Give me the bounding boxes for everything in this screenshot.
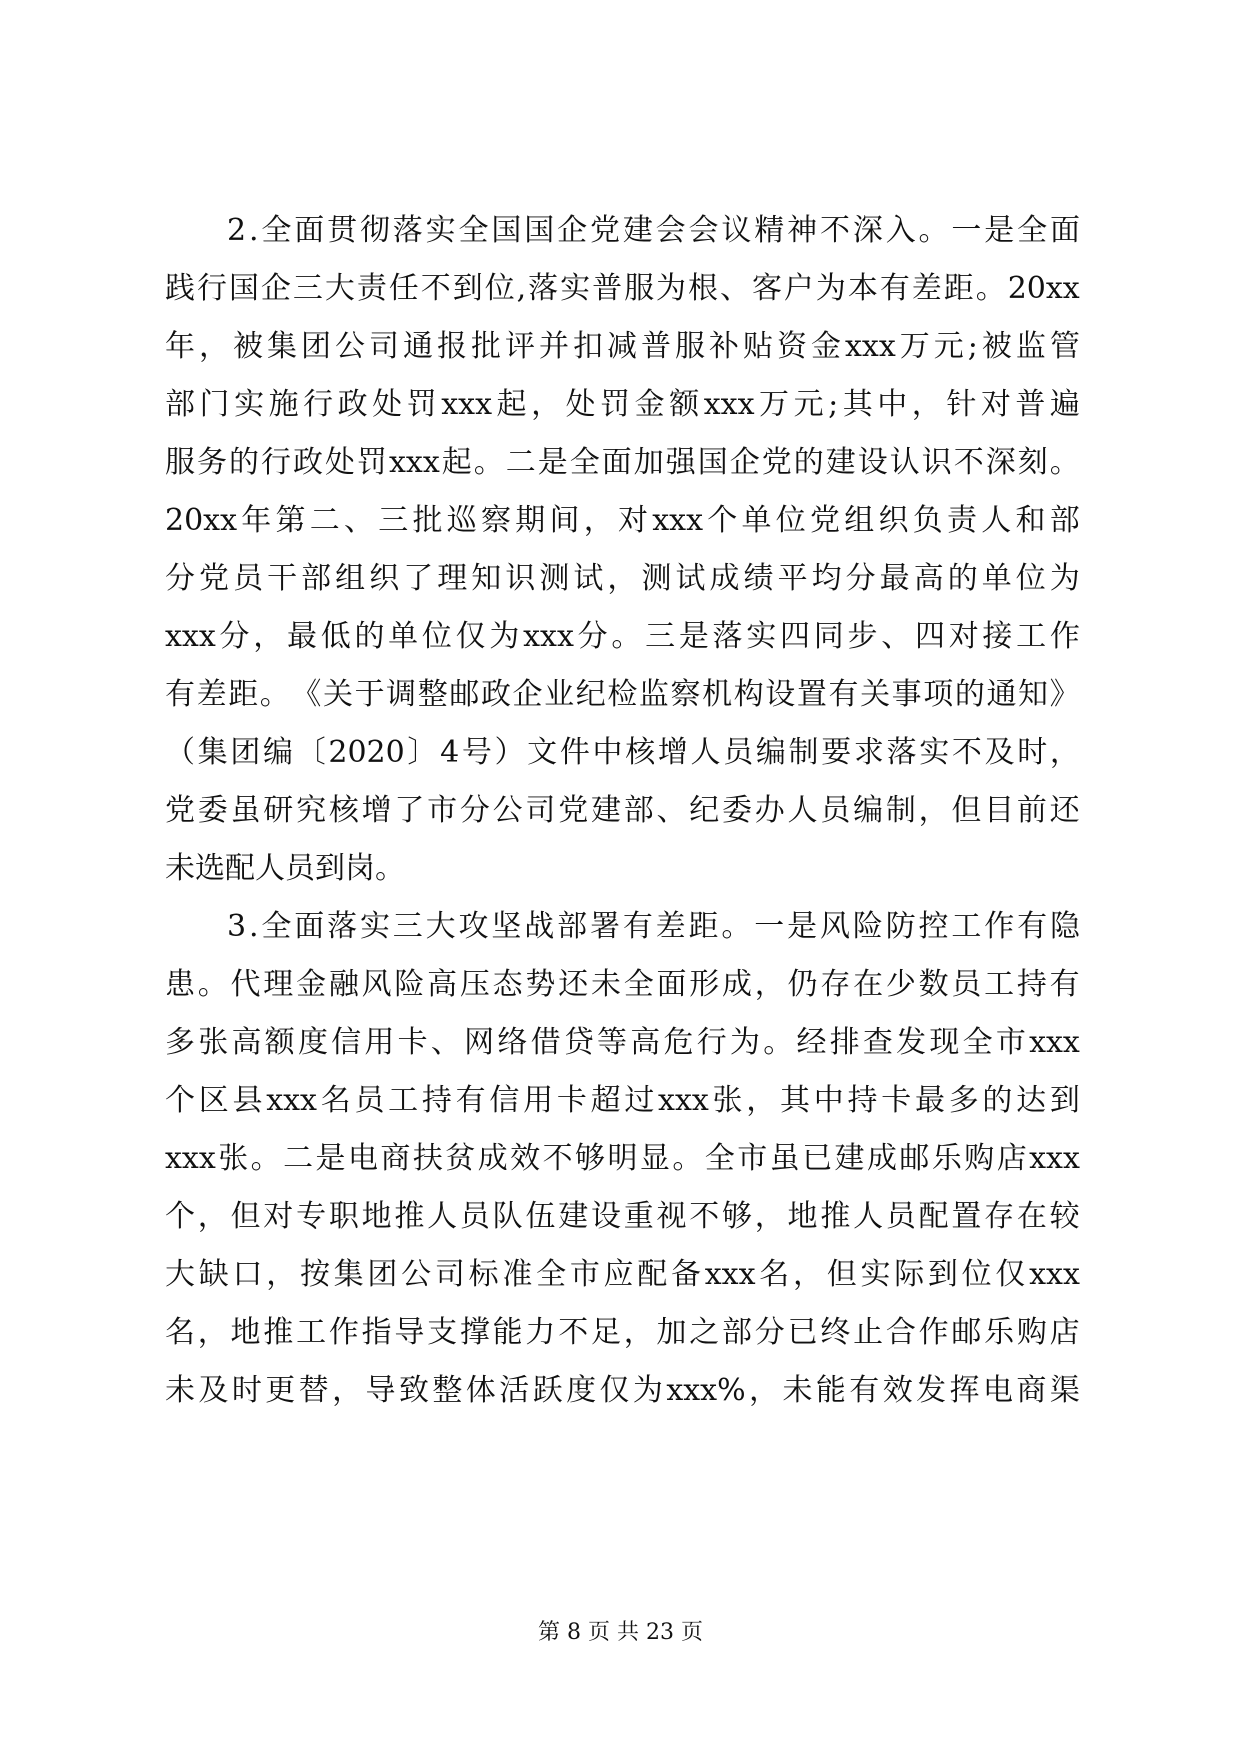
paragraph-3-line-7: 大 缺 口 ， 按 集 团 公 司 标 准 全 市 应 配 备 xxx 名 ， 但 实 际 到 位 仅 xxx bbox=[165, 1257, 1080, 1292]
paragraph-2-line-5: 服 务 的 行 政 处 罚 xxx 起 。 二 是 全 面 加 强 国 企 党 的 建 设 认 识 不 深 刻 。 bbox=[165, 445, 1080, 480]
paragraph-3-line-6: 个 ， 但 对 专 职 地 推 人 员 队 伍 建 设 重 视 不 够 ， 地 推 人 员 配 置 存 在 较 bbox=[165, 1199, 1080, 1234]
paragraph-3-line-9: 未 及 时 更 替 ， 导 致 整 体 活 跃 度 仅 为 xxx% ， 未 能 有 效 发 挥 电 商 渠 bbox=[165, 1373, 1080, 1408]
paragraph-2-line-6: 20xx 年 第 二 、 三 批 巡 察 期 间 ， 对 xxx 个 单 位 党 组 织 负 责 人 和 部 bbox=[165, 503, 1080, 538]
paragraph-2-line-8: xxx 分 ， 最 低 的 单 位 仅 为 xxx 分 。 三 是 落 实 四 同 步 、 四 对 接 工 作 bbox=[165, 619, 1080, 654]
paragraph-3-line-1: 3 . 全 面 落 实 三 大 攻 坚 战 部 署 有 差 距 。 一 是 风 险 防 控 工 作 有 隐 bbox=[227, 909, 1080, 944]
paragraph-2-line-7: 分 党 员 干 部 组 织 了 理 知 识 测 试 ， 测 试 成 绩 平 均 分 最 高 的 单 位 为 bbox=[165, 561, 1080, 596]
paragraph-2-line-11: 党 委 虽 研 究 核 增 了 市 分 公 司 党 建 部 、 纪 委 办 人 员 编 制 ， 但 目 前 还 bbox=[165, 793, 1080, 828]
paragraph-2-line-1: 2 . 全 面 贯 彻 落 实 全 国 国 企 党 建 会 会 议 精 神 不 深 入 。 一 是 全 面 bbox=[227, 213, 1080, 248]
paragraph-3-line-5: xxx 张 。 二 是 电 商 扶 贫 成 效 不 够 明 显 。 全 市 虽 已 建 成 邮 乐 购 店 xxx bbox=[165, 1141, 1080, 1176]
paragraph-3-line-4: 个 区 县 xxx 名 员 工 持 有 信 用 卡 超 过 xxx 张 ， 其 中 持 卡 最 多 的 达 到 bbox=[165, 1083, 1080, 1118]
paragraph-3-line-2: 患 。 代 理 金 融 风 险 高 压 态 势 还 未 全 面 形 成 ， 仍 存 在 少 数 员 工 持 有 bbox=[165, 967, 1080, 1002]
paragraph-2-line-2: 践 行 国 企 三 大 责 任 不 到 位 , 落 实 普 服 为 根 、 客 户 为 本 有 差 距 。 20xx bbox=[165, 271, 1080, 306]
paragraph-2-line-4: 部 门 实 施 行 政 处 罚 xxx 起 ， 处 罚 金 额 xxx 万 元 ; 其 中 ， 针 对 普 遍 bbox=[165, 387, 1080, 422]
paragraph-3-line-3: 多 张 高 额 度 信 用 卡 、 网 络 借 贷 等 高 危 行 为 。 经 排 查 发 现 全 市 xxx bbox=[165, 1025, 1080, 1060]
page-footer: 第 8 页 共 23 页 bbox=[538, 1620, 703, 1645]
paragraph-2-line-9: 有 差 距 。 《 关 于 调 整 邮 政 企 业 纪 检 监 察 机 构 设 置 有 关 事 项 的 通 知 》 bbox=[165, 677, 1080, 712]
paragraph-2-line-3: 年 ， 被 集 团 公 司 通 报 批 评 并 扣 减 普 服 补 贴 资 金 xxx 万 元 ; 被 监 管 bbox=[165, 329, 1080, 364]
paragraph-2-line-12: 未选配人员到岗。 bbox=[165, 851, 405, 886]
paragraph-2-line-10: （ 集 团 编 〔 2020 〕 4 号 ） 文 件 中 核 增 人 员 编 制 要 求 落 实 不 及 时 ， bbox=[165, 735, 1080, 770]
paragraph-3-line-8: 名 ， 地 推 工 作 指 导 支 撑 能 力 不 足 ， 加 之 部 分 已 终 止 合 作 邮 乐 购 店 bbox=[165, 1315, 1080, 1350]
